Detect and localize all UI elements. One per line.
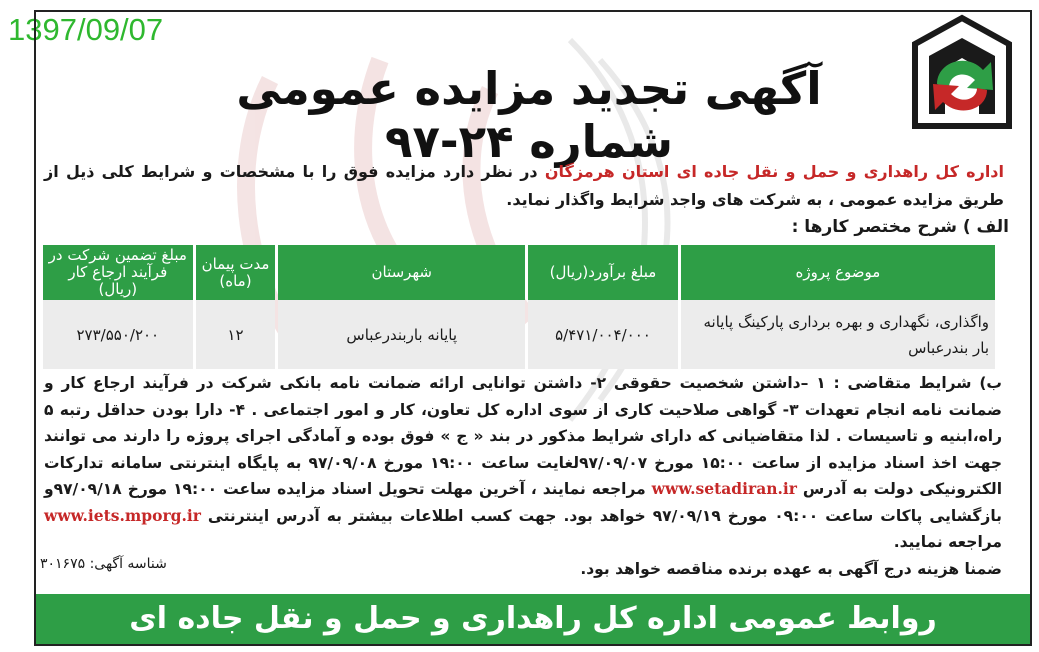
header-city: شهرستان xyxy=(278,245,525,300)
cell-city: پایانه باربندرعباس xyxy=(278,300,525,369)
date-stamp: 1397/09/07 xyxy=(8,12,164,47)
cell-subject: واگذاری، نگهداری و بهره برداری پارکینگ پایانه بار بندرعباس xyxy=(681,300,995,369)
conditions-text-1: ب) شرایط متقاضی : ۱ –داشتن شخصیت حقوقی ۲- داشتن توانایی ارائه ضمانت نامه بانکی شرکت در فرآیند ارجاع کار و ضمانت نامه انجام تعهدات ۳- گواهی صلاحیت کاری از سوی اداره کل تعاون، کار و امور اجتماعی . ۴- دارا بودن حداقل رتبه ۵ راه،ابنیه و تاسیسات . لذا متقاضیانی که دارای شرایط مذکور در بند « ج » فوق بوده و آمادگی اجرای پروژه را دارند می توانند جهت اخذ اسناد مزایده از ساعت ۱۵:۰۰ مورخ ۹۷/۰۹/۰۷لغایت ساعت ۱۹:۰۰ مورخ ۹۷/۰۹/۰۸ به پایگاه اینترنتی سامانه تدارکات الکترونیکی دولت به آدرس xyxy=(44,374,1003,498)
section-a-heading: الف ) شرح مختصر کارها : xyxy=(791,217,1009,237)
intro-text: در نظر دارد مزایده فوق را با مشخصات و شرایط کلی ذیل از طریق مزایده عمومی ، به شرکت های واجد شرایط واگذار نماید. xyxy=(44,162,1004,209)
header-guarantee: مبلغ تضمین شرکت در فرآیند ارجاع کار (ریال) xyxy=(43,245,193,300)
setadiran-link[interactable]: www.setadiran.ir xyxy=(651,479,797,498)
organization-logo xyxy=(907,14,1017,132)
cell-duration: ۱۲ xyxy=(196,300,276,369)
iets-link[interactable]: www.iets.mporg.ir xyxy=(44,505,201,525)
conditions-text-3: مراجعه نمایید. xyxy=(893,533,1002,551)
conditions-text-4: ضمنا هزینه درج آگهی به عهده برنده مناقصه خواهد بود. xyxy=(580,559,1002,578)
notice-title: آگهی تجدید مزایده عمومی شماره ۲۴-۹۷ xyxy=(236,62,822,168)
cell-estimate: ۵/۴۷۱/۰۰۴/۰۰۰ xyxy=(528,300,678,369)
table-row xyxy=(43,300,995,369)
intro-paragraph xyxy=(44,158,1004,214)
ad-identifier: شناسه آگهی: ۳۰۱۶۷۵ xyxy=(40,556,167,572)
header-subject: موضوع پروژه xyxy=(681,245,995,300)
header-estimate: مبلغ برآورد(ریال) xyxy=(528,245,678,300)
cell-guarantee: ۲۷۳/۵۵۰/۲۰۰ xyxy=(43,300,193,369)
footer-banner: روابط عمومی اداره کل راهداری و حمل و نقل جاده ای xyxy=(36,594,1030,644)
organization-name: اداره کل راهداری و حمل و نقل جاده ای استان هرمزگان xyxy=(544,162,1004,181)
header-duration: مدت پیمان (ماه) xyxy=(196,245,276,300)
conditions-paragraph xyxy=(44,370,1002,582)
conditions-text-2: مراجعه نمایند ، آخرین مهلت تحویل اسناد مزایده ساعت ۱۹:۰۰ مورخ ۹۷/۰۹/۱۸و بازگشایی پاکات ساعت ۰۹:۰۰ مورخ ۹۷/۰۹/۱۹ خواهد بود. جهت کسب اطلاعات بیشتر به آدرس اینترنتی xyxy=(44,480,1002,525)
works-table xyxy=(40,245,998,369)
